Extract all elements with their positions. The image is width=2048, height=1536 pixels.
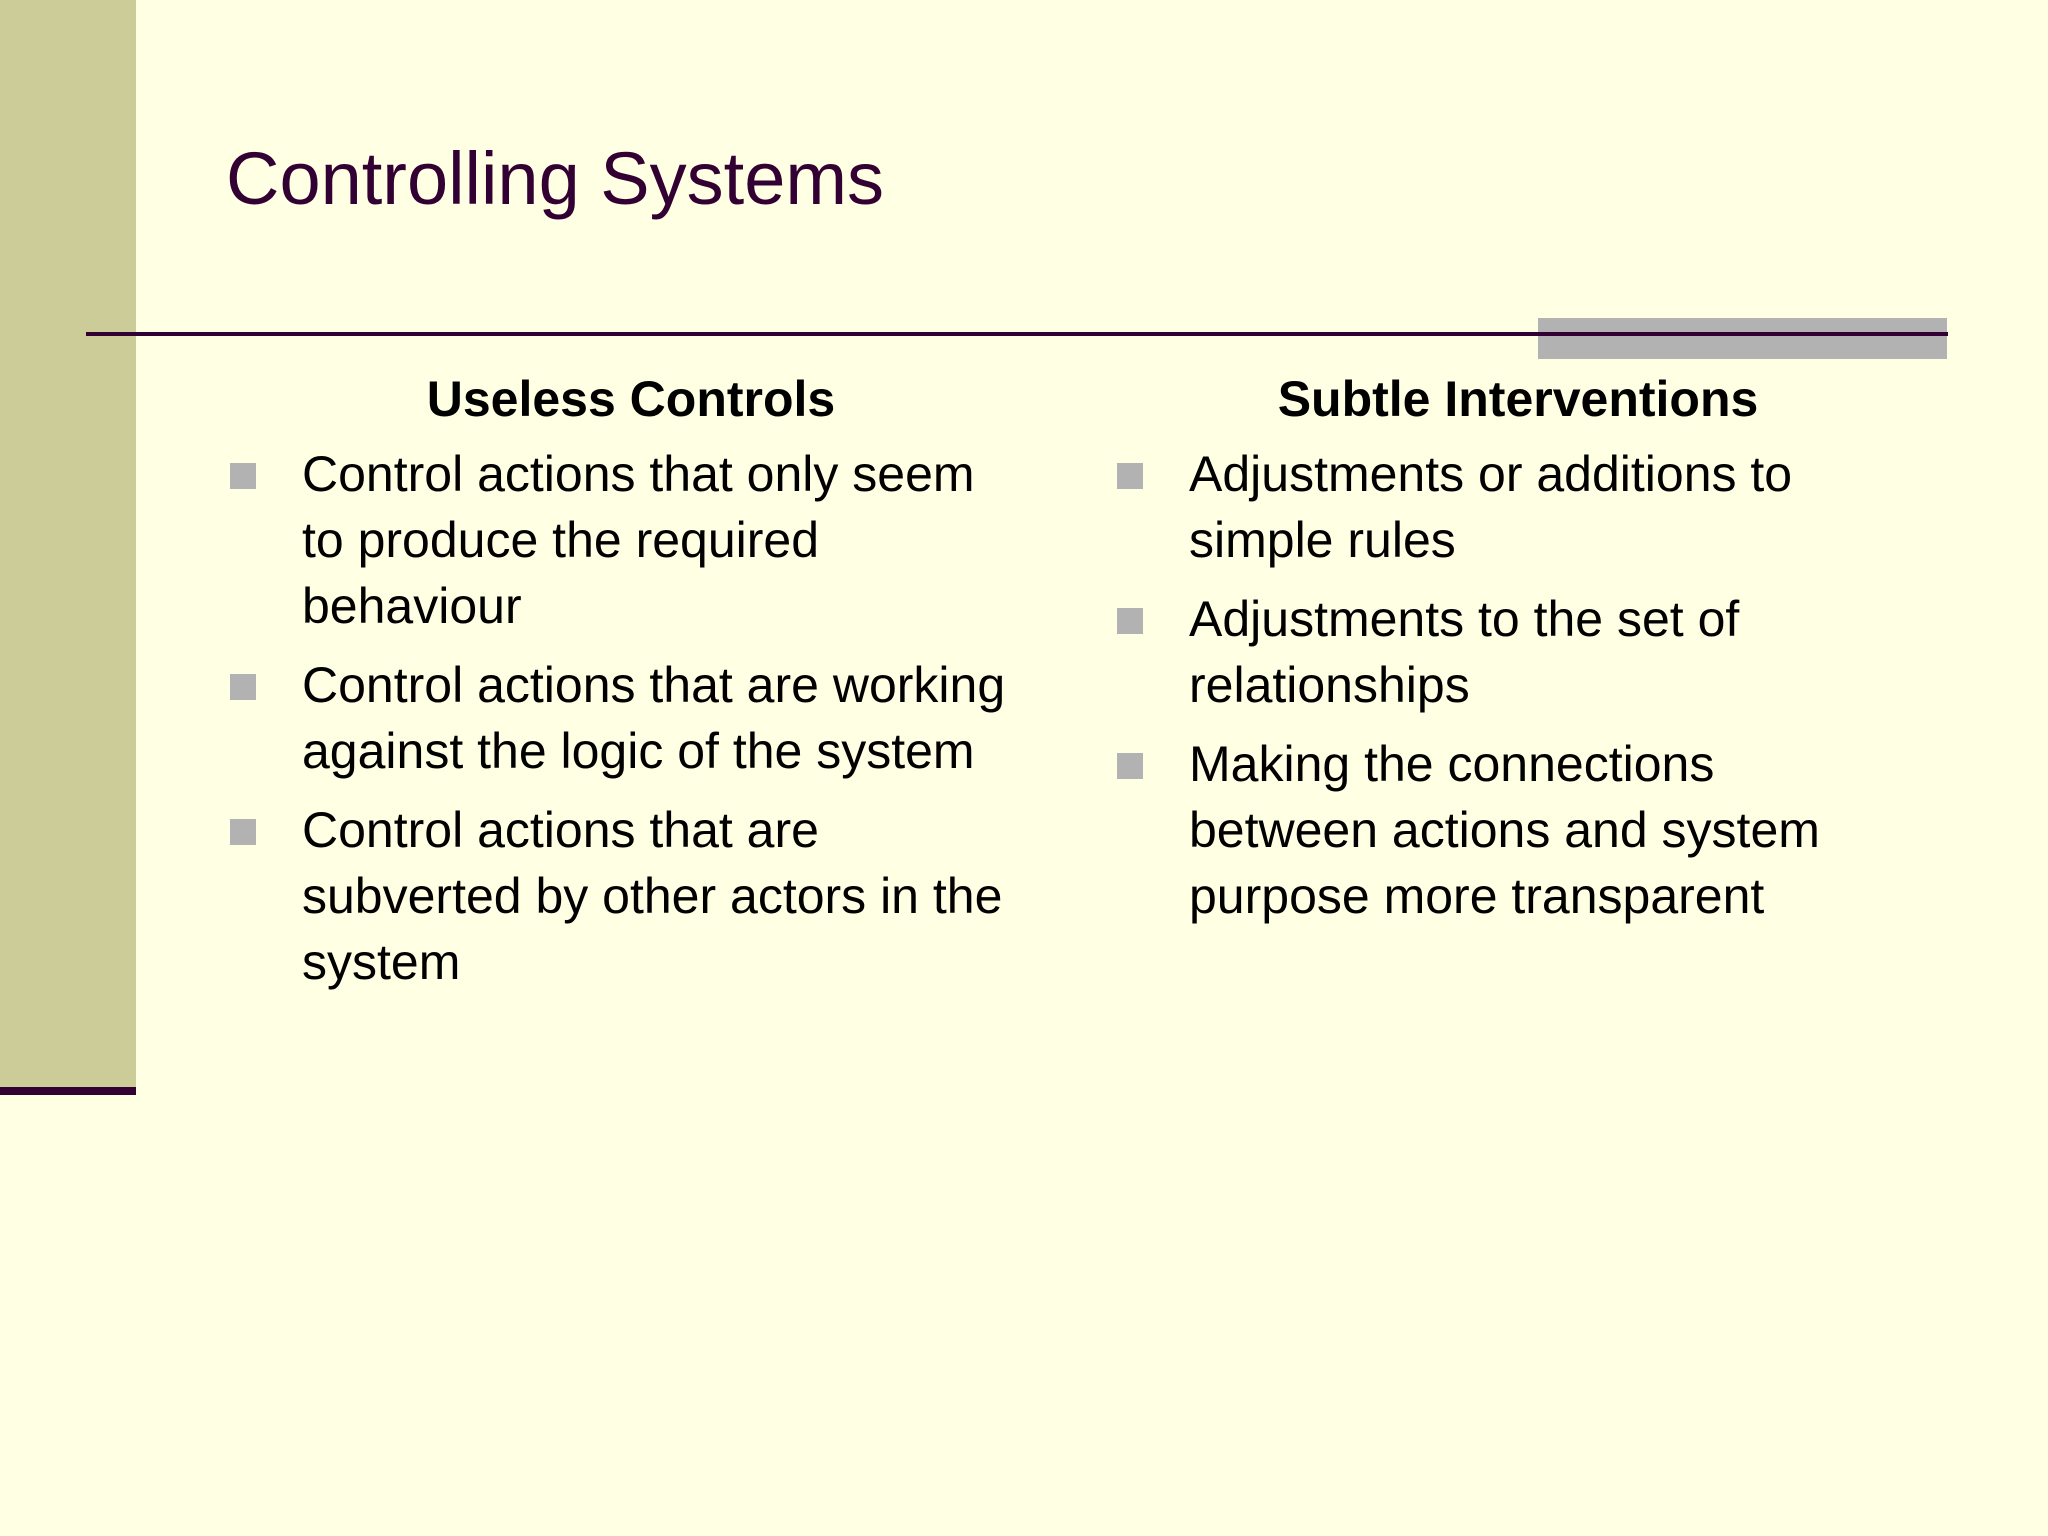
title-divider [86, 332, 1948, 336]
square-bullet-icon [230, 819, 256, 845]
square-bullet-icon [230, 674, 256, 700]
list-item-text: Control actions that only seem to produce the required behaviour [302, 446, 975, 634]
square-bullet-icon [1117, 753, 1143, 779]
list-item [226, 441, 1022, 639]
list-item-text: Making the connections between actions and system purpose more transparent [1189, 736, 1820, 924]
side-bar [0, 0, 136, 1088]
square-bullet-icon [230, 463, 256, 489]
list-item [1113, 441, 1909, 573]
list-item-text: Control actions that are subverted by other actors in the system [302, 802, 1003, 990]
title-accent-bar [1538, 318, 1947, 359]
left-bullet-list [226, 441, 1056, 995]
list-item [1113, 731, 1909, 929]
side-bar-base-line [0, 1087, 136, 1095]
list-item [1113, 586, 1909, 718]
list-item [226, 652, 1022, 784]
list-item [226, 797, 1022, 995]
right-bullet-list [1113, 441, 1943, 929]
left-column-heading: Useless Controls [426, 371, 836, 427]
left-column [226, 372, 1056, 1008]
slide-title: Controlling Systems [226, 137, 885, 220]
list-item-text: Control actions that are working against the logic of the system [302, 657, 1006, 779]
right-column [1113, 372, 1943, 942]
right-column-heading: Subtle Interventions [1277, 371, 1759, 427]
square-bullet-icon [1117, 463, 1143, 489]
list-item-text: Adjustments or additions to simple rules [1189, 446, 1793, 568]
list-item-text: Adjustments to the set of relationships [1189, 591, 1740, 713]
square-bullet-icon [1117, 608, 1143, 634]
